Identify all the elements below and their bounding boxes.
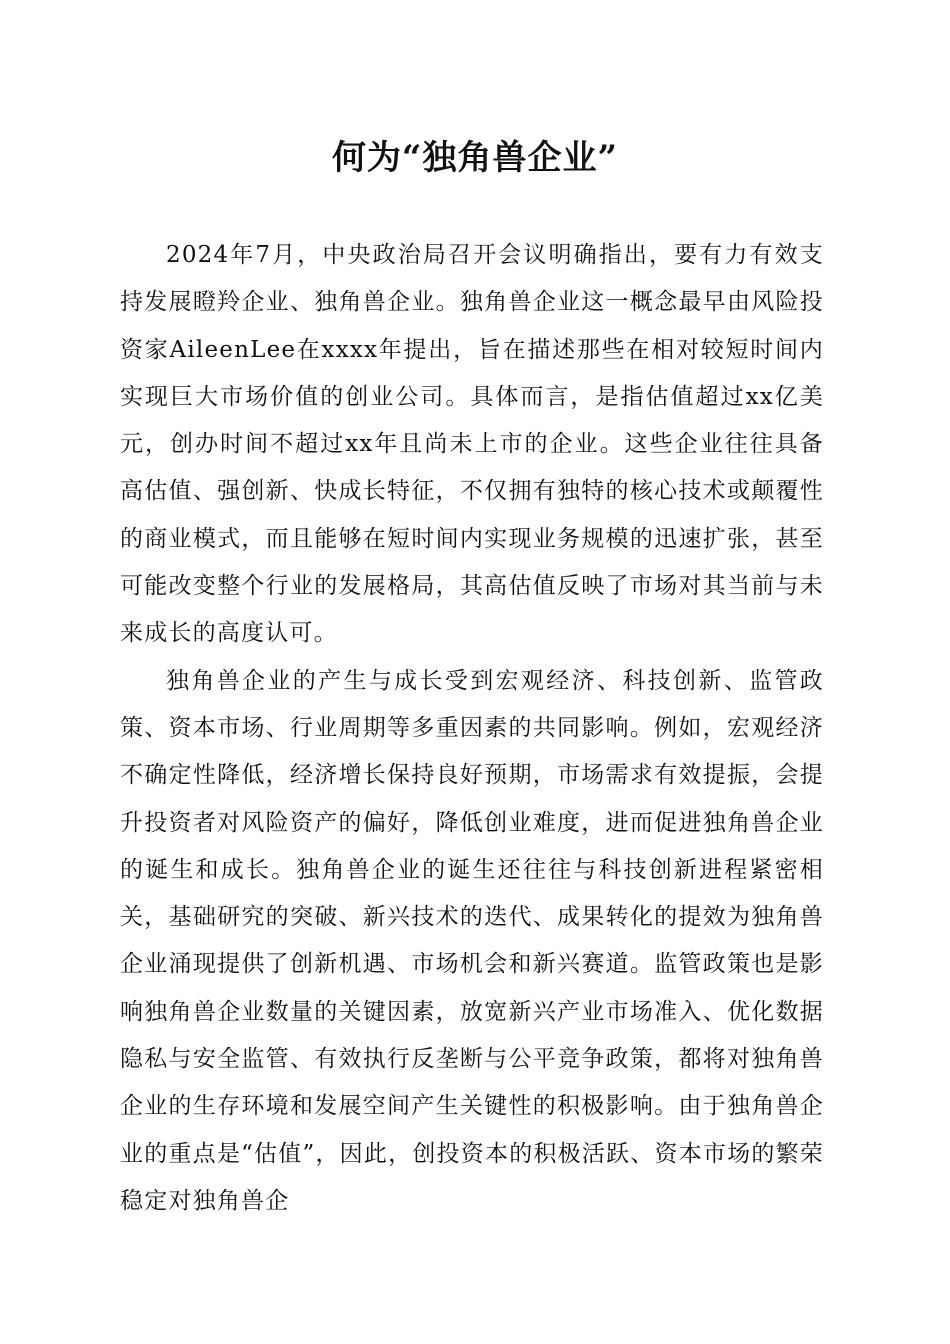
document-title: 何为“独角兽企业” [331, 138, 619, 178]
document-body [120, 232, 824, 1225]
paragraph-2: 独角兽企业的产生与成长受到宏观经济、科技创新、监管政策、资本市场、行业周期等多重因素的共同影响。例如，宏观经济不确定性降低，经济增长保持良好预期，市场需求有效提振，会提升投资者对风险资产的偏好，降低创业难度，进而促进独角兽企业的诞生和成长。独角兽企业的诞生还往往与科技创新进程紧密相关，基础研究的突破、新兴技术的迭代、成果转化的提效为独角兽企业涌现提供了创新机遇、市场机会和新兴赛道。监管政策也是影响独角兽企业数量的关键因素，放宽新兴产业市场准入、优化数据隐私与安全监管、有效执行反垄断与公平竞争政策，都将对独角兽企业的生存环境和发展空间产生关键性的积极影响。由于独角兽企业的重点是“估值”，因此，创投资本的积极活跃、资本市场的繁荣稳定对独角兽企 [120, 667, 824, 1214]
paragraph-1: 2024年7月，中央政治局召开会议明确指出，要有力有效支持发展瞪羚企业、独角兽企业。独角兽企业这一概念最早由风险投资家AileenLee在xxxx年提出，旨在描述那些在相对较短时间内实现巨大市场价值的创业公司。具体而言，是指估值超过xx亿美元，创办时间不超过xx年且尚未上市的企业。这些企业往往具备高估值、强创新、快成长特征，不仅拥有独特的核心技术或颠覆性的商业模式，而且能够在短时间内实现业务规模的迅速扩张，甚至可能改变整个行业的发展格局，其高估值反映了市场对其当前与未来成长的高度认可。 [120, 242, 824, 647]
